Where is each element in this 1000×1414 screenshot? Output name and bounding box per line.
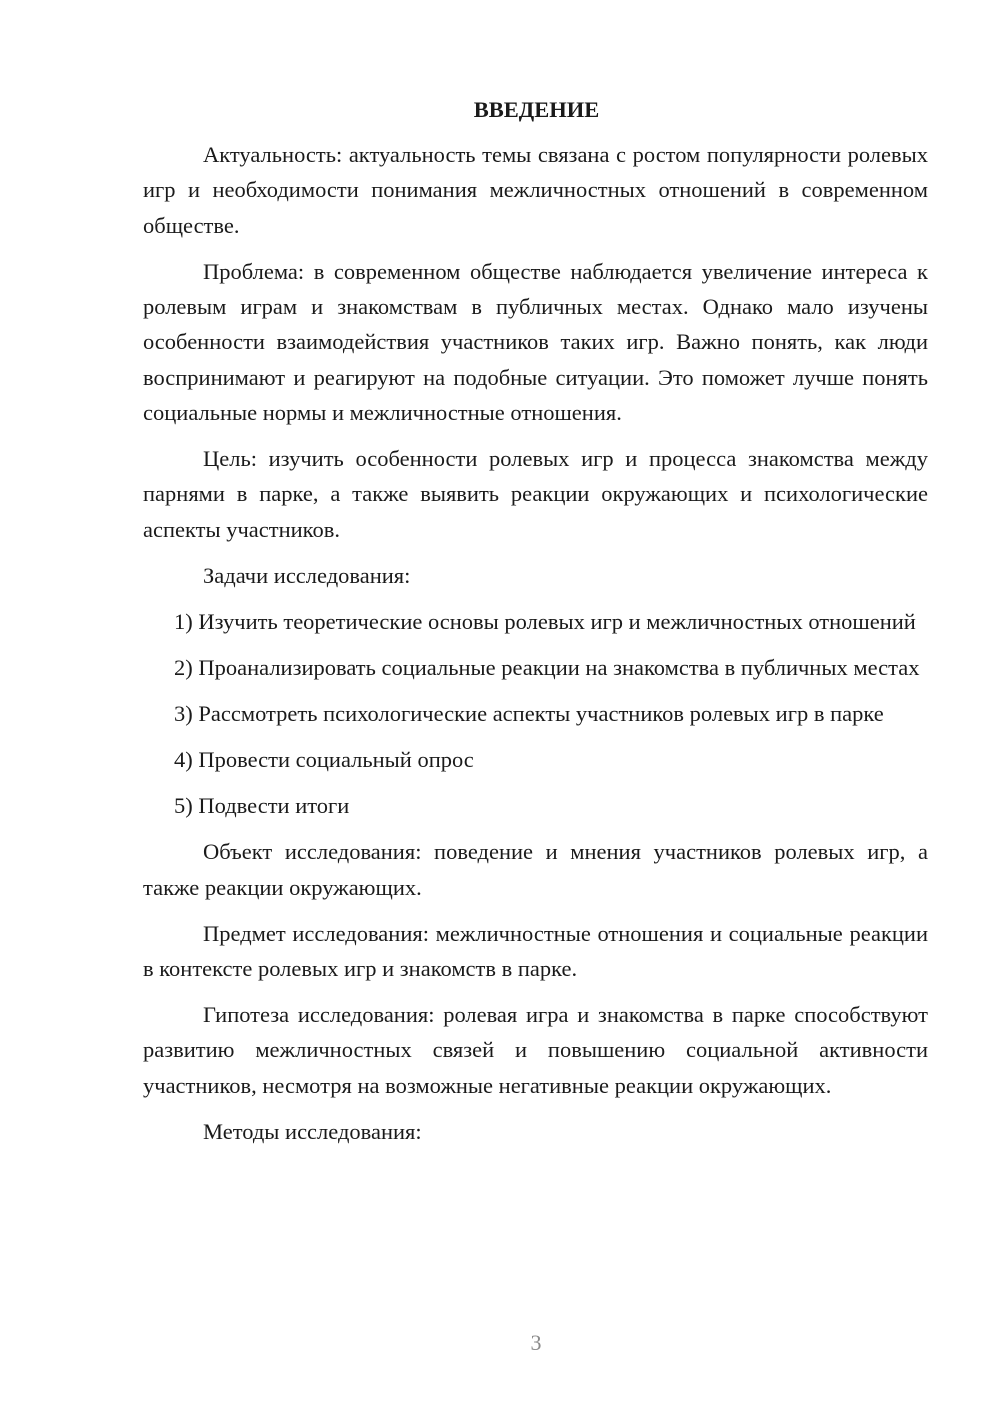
section-title: ВВЕДЕНИЕ bbox=[473, 97, 600, 122]
relevance-paragraph: Актуальность: актуальность темы связана с ростом популярности ролевых игр и необходимости понимания межличностных отношений в современном обществе. bbox=[143, 142, 928, 238]
subject-paragraph: Предмет исследования: межличностные отношения и социальные реакции в контексте ролевых игр и знакомств в парке. bbox=[143, 920, 928, 981]
tasks-heading: Задачи исследования: bbox=[203, 562, 411, 588]
page-content bbox=[143, 92, 928, 1160]
page-number: 3 bbox=[530, 1330, 542, 1355]
hypothesis-paragraph: Гипотеза исследования: ролевая игра и знакомства в парке способствуют развитию межличностных связей и повышению социальной активности участников, несмотря на возможные негативные реакции окружающих. bbox=[143, 1002, 928, 1098]
methods-heading: Методы исследования: bbox=[203, 1118, 422, 1144]
task-item-3: 3) Рассмотреть психологические аспекты участников ролевых игр в парке bbox=[174, 700, 884, 726]
task-item-1: 1) Изучить теоретические основы ролевых игр и межличностных отношений bbox=[174, 608, 916, 634]
object-paragraph: Объект исследования: поведение и мнения участников ролевых игр, а также реакции окружающих. bbox=[143, 839, 928, 900]
task-item-5: 5) Подвести итоги bbox=[174, 793, 350, 819]
goal-paragraph: Цель: изучить особенности ролевых игр и процесса знакомства между парнями в парке, а также выявить реакции окружающих и психологические аспекты участников. bbox=[143, 445, 928, 542]
task-item-2: 2) Проанализировать социальные реакции на знакомства в публичных местах bbox=[174, 654, 920, 680]
task-item-4: 4) Провести социальный опрос bbox=[174, 747, 474, 773]
problem-paragraph: Проблема: в современном обществе наблюдается увеличение интереса к ролевым играм и знакомствам в публичных местах. Однако мало изучены особенности взаимодействия участников таких игр. Важно понять, как люди воспринимают и реагируют на подобные ситуации. Это поможет лучше понять социальные нормы и межличностные отношения. bbox=[143, 258, 928, 425]
